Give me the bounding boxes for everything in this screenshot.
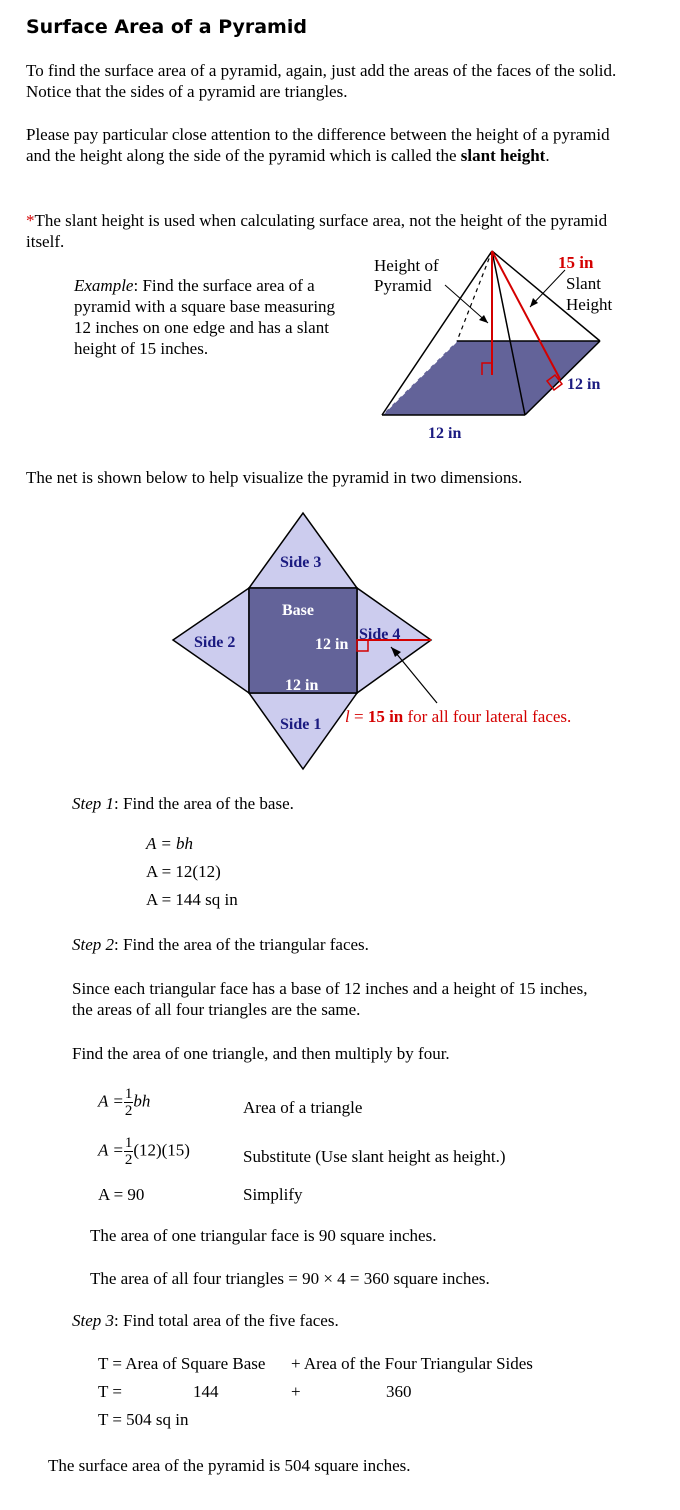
step2-eq2	[98, 1135, 190, 1168]
intro-p3-text: The slant height is used when calculating surface area, not the height of the pyramid itself.	[26, 211, 608, 251]
step1-eq1: A = bh	[146, 834, 194, 853]
side-bottom-label: 12 in	[428, 425, 462, 442]
base-label: Base	[282, 602, 314, 619]
slant-note	[345, 707, 571, 727]
example-label: Example	[74, 276, 134, 295]
step3-text: : Find total area of the five faces.	[114, 1311, 339, 1330]
step2-para1: Since each triangular face has a base of 12 inches and a height of 15 inches, the areas of all four triangles are the same.	[72, 979, 588, 1019]
slant-symbol: l	[345, 707, 350, 726]
eq2-numerator: 1	[124, 1135, 133, 1151]
intro-p2-end: .	[545, 146, 550, 165]
slant-height-term: slant height	[460, 146, 546, 165]
step2-result2: The area of all four triangles = 90 × 4 = 360 square inches.	[90, 1269, 490, 1288]
net-intro: The net is shown below to help visualize the pyramid in two dimensions.	[26, 468, 523, 487]
step3-row1-plus: + Area of the Four Triangular Sides	[291, 1354, 533, 1373]
step2-text: : Find the area of the triangular faces.	[114, 935, 369, 954]
step2-heading	[72, 935, 369, 955]
step2-eq1	[98, 1086, 150, 1119]
step1-eq2: A = 12(12)	[146, 862, 221, 881]
height-pointer	[445, 285, 488, 323]
step2-eq1-note: Area of a triangle	[243, 1098, 363, 1117]
eq1-fraction	[124, 1086, 134, 1119]
eq2-fraction	[124, 1135, 134, 1168]
slant-note-tail: for all four lateral faces.	[403, 707, 572, 726]
eq1-rhs: bh	[133, 1091, 151, 1111]
asterisk: *	[26, 211, 35, 230]
side1-label: Side 1	[280, 716, 322, 733]
side3-face	[249, 513, 357, 588]
step3-label: Step 3	[72, 1311, 115, 1330]
eq2-denominator: 2	[124, 1152, 133, 1168]
height-label-1: Height of	[374, 256, 439, 275]
step3-heading	[72, 1311, 339, 1331]
intro-paragraph-2	[26, 124, 636, 166]
step3-row2-plus: +	[291, 1382, 301, 1401]
eq2-lhs: A =	[98, 1140, 124, 1160]
eq1-lhs: A =	[98, 1091, 124, 1111]
step1-heading	[72, 794, 294, 814]
page-title: Surface Area of a Pyramid	[26, 16, 307, 38]
step3-row1-lhs: T = Area of Square Base	[98, 1354, 266, 1373]
eq1-numerator: 1	[124, 1086, 133, 1102]
step1-text: : Find the area of the base.	[114, 794, 294, 813]
step2-para2: Find the area of one triangle, and then multiply by four.	[72, 1044, 450, 1063]
step2-eq2-note: Substitute (Use slant height as height.)	[243, 1147, 506, 1166]
eq1-denominator: 2	[124, 1103, 133, 1119]
example-body: : Find the surface area of a pyramid with a square base measuring 12 inches on one edge and has a slant height of 15 inches.	[74, 276, 336, 358]
intro-paragraph-1: To find the surface area of a pyramid, again, just add the areas of the faces of the solid. Notice that the sides of a pyramid are triangles.	[26, 61, 617, 101]
side3-label: Side 3	[280, 554, 322, 571]
slant-note-value: 15 in	[367, 707, 404, 726]
step3-row2-b: 360	[386, 1382, 412, 1401]
height-label-2: Pyramid	[374, 276, 432, 295]
step3-row2-a: 144	[193, 1382, 219, 1401]
side4-label: Side 4	[359, 626, 401, 643]
step3-row2-lhs: T =	[98, 1382, 122, 1401]
slant-label-1: Slant	[566, 274, 601, 293]
eq2-rhs: (12)(15)	[133, 1140, 190, 1160]
example-text	[74, 275, 354, 359]
intro-p2-text: Please pay particular close attention to the difference between the height of a pyramid and the height along the side of the pyramid which is called the	[26, 125, 610, 165]
base-edge-bottom-label: 12 in	[285, 677, 319, 694]
step1-label: Step 1	[72, 794, 115, 813]
side-right-label: 12 in	[567, 376, 601, 393]
step2-eq3: A = 90	[98, 1185, 145, 1204]
side2-label: Side 2	[194, 634, 236, 651]
conclusion: The surface area of the pyramid is 504 square inches.	[48, 1456, 411, 1475]
base-edge-right-label: 12 in	[315, 636, 349, 653]
step3-row3: T = 504 sq in	[98, 1410, 189, 1429]
step2-result1: The area of one triangular face is 90 square inches.	[90, 1226, 437, 1245]
net-pointer	[391, 647, 437, 703]
slant-label-2: Height	[566, 295, 613, 314]
slant-value: 15 in	[558, 253, 594, 272]
step1-eq3: A = 144 sq in	[146, 890, 238, 909]
pyramid-figure	[360, 245, 630, 450]
step2-eq3-note: Simplify	[243, 1185, 303, 1204]
net-figure	[165, 505, 645, 780]
slant-eq: =	[349, 707, 368, 726]
step2-label: Step 2	[72, 935, 115, 954]
